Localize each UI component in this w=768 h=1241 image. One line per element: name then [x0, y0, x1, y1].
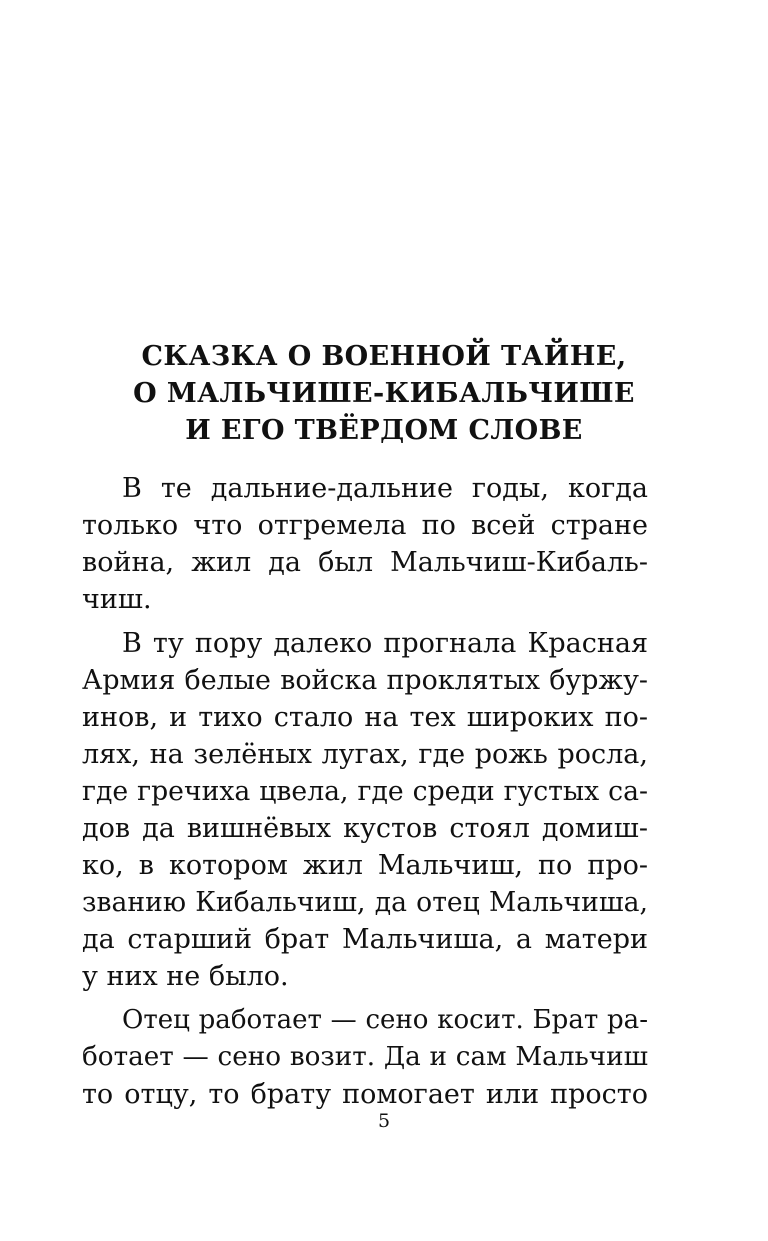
paragraph-2	[82, 625, 648, 995]
text-line: где гречиха цвела, где среди густых са-	[82, 776, 648, 807]
text-line: Отец работает — сено косит. Брат ра-	[122, 1005, 648, 1035]
title-line: О МАЛЬЧИШЕ-КИБАЛЬЧИШЕ	[133, 378, 635, 409]
text-line: чиш.	[82, 584, 152, 615]
text-line: званию Кибальчиш, да отец Мальчиша,	[82, 887, 648, 918]
title-line: И ЕГО ТВЁРДОМ СЛОВЕ	[185, 415, 583, 446]
text-line: то отцу, то брату помогает или просто	[82, 1079, 648, 1110]
body-text	[82, 470, 648, 1113]
text-line: ко, в котором жил Мальчиш, по про-	[82, 850, 648, 881]
chapter-title	[80, 338, 688, 449]
paragraph-gap	[82, 995, 648, 1002]
text-line: В те дальние-дальние годы, когда	[122, 473, 648, 504]
text-line: война, жил да был Мальчиш-Кибаль-	[82, 547, 648, 578]
page-number: 5	[377, 1110, 391, 1132]
text-line: В ту пору далеко прогнала Красная	[122, 628, 648, 659]
paragraph-1	[82, 470, 648, 618]
text-line: лях, на зелёных лугах, где рожь росла,	[82, 739, 648, 770]
title-line: СКАЗКА О ВОЕННОЙ ТАЙНЕ,	[141, 341, 627, 372]
text-line: инов, и тихо стало на тех широких по-	[82, 702, 648, 733]
text-line: только что отгремела по всей стране	[82, 510, 648, 541]
paragraph-3	[82, 1002, 648, 1113]
text-line: у них не было.	[82, 961, 289, 992]
text-line: ботает — сено возит. Да и сам Мальчиш	[82, 1042, 648, 1072]
text-line: дов да вишнёвых кустов стоял домиш-	[82, 813, 648, 844]
text-line: да старший брат Мальчиша, а матери	[82, 924, 648, 955]
text-line: Армия белые войска проклятых буржу-	[82, 665, 648, 696]
paragraph-gap	[82, 618, 648, 625]
